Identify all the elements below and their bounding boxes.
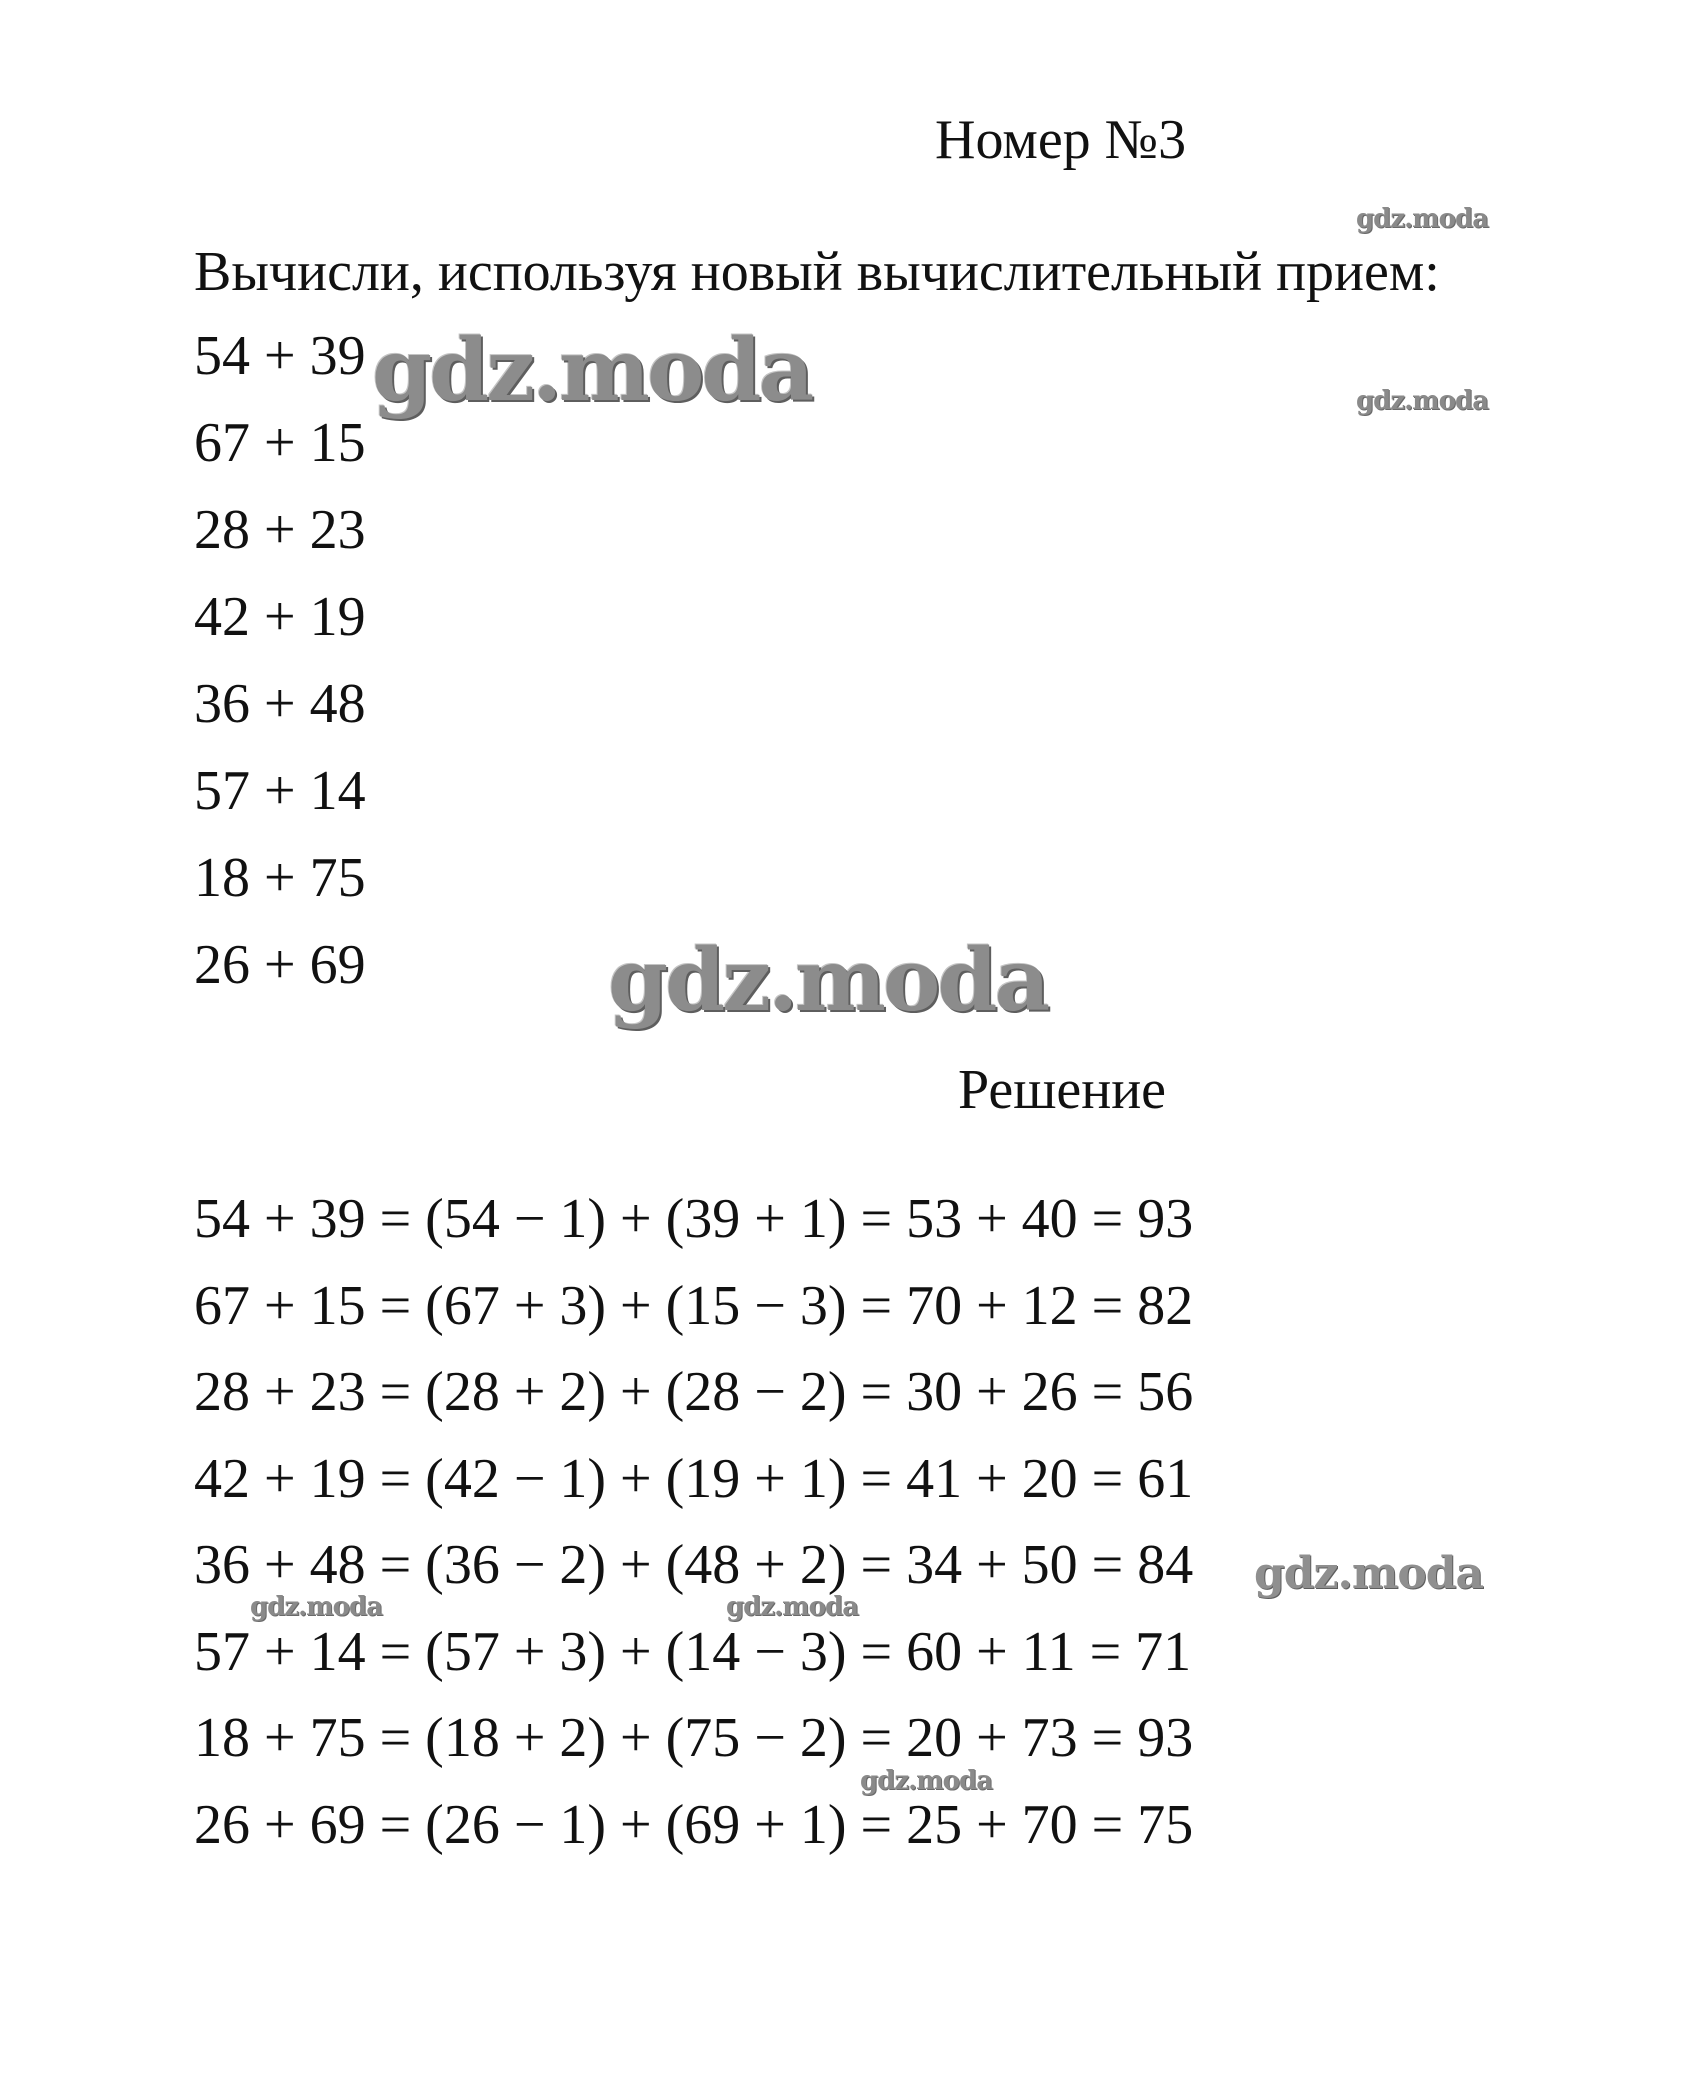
task-expression: 42 + 19 xyxy=(194,586,366,648)
solution-line: 54 + 39 = (54 − 1) + (39 + 1) = 53 + 40 = 93 xyxy=(194,1188,1194,1250)
task-expression: 26 + 69 xyxy=(194,934,366,996)
solution-line: 57 + 14 = (57 + 3) + (14 − 3) = 60 + 11 = 71 xyxy=(194,1620,1192,1683)
solution-line: 18 + 75 = (18 + 2) + (75 − 2) = 20 + 73 = 93 xyxy=(194,1707,1194,1769)
task-expression: 54 + 39 xyxy=(194,325,366,387)
task-expression: 18 + 75 xyxy=(194,847,366,909)
task-expression-list xyxy=(194,324,366,1020)
solution-line: 42 + 19 = (42 − 1) + (19 + 1) = 41 + 20 = 61 xyxy=(194,1447,1194,1510)
solution-line: 36 + 48 = (36 − 2) + (48 + 2) = 34 + 50 = 84 xyxy=(194,1534,1194,1596)
task-prompt: Вычисли, используя новый вычислительный прием: xyxy=(194,241,1440,303)
solution-line-list xyxy=(194,1187,1193,1879)
watermark: gdz.moda xyxy=(372,320,812,421)
watermark: gdz.moda xyxy=(1356,386,1489,416)
solution-line: 26 + 69 = (26 − 1) + (69 + 1) = 25 + 70 = 75 xyxy=(194,1793,1194,1856)
watermark: gdz.moda xyxy=(860,1766,993,1796)
watermark: gdz.moda xyxy=(726,1592,859,1622)
task-expression: 57 + 14 xyxy=(194,760,366,822)
task-expression: 67 + 15 xyxy=(194,412,366,474)
page-title: Номер №3 xyxy=(935,109,1187,171)
solution-line: 28 + 23 = (28 + 2) + (28 − 2) = 30 + 26 = 56 xyxy=(194,1361,1194,1423)
watermark: gdz.moda xyxy=(1254,1548,1484,1599)
task-expression: 28 + 23 xyxy=(194,499,366,561)
task-expression: 36 + 48 xyxy=(194,673,366,735)
watermark: gdz.moda xyxy=(250,1592,383,1622)
watermark: gdz.moda xyxy=(608,930,1048,1031)
solution-heading: Решение xyxy=(958,1059,1167,1121)
watermark: gdz.moda xyxy=(1356,204,1489,234)
solution-line: 67 + 15 = (67 + 3) + (15 − 3) = 70 + 12 = 82 xyxy=(194,1274,1194,1337)
